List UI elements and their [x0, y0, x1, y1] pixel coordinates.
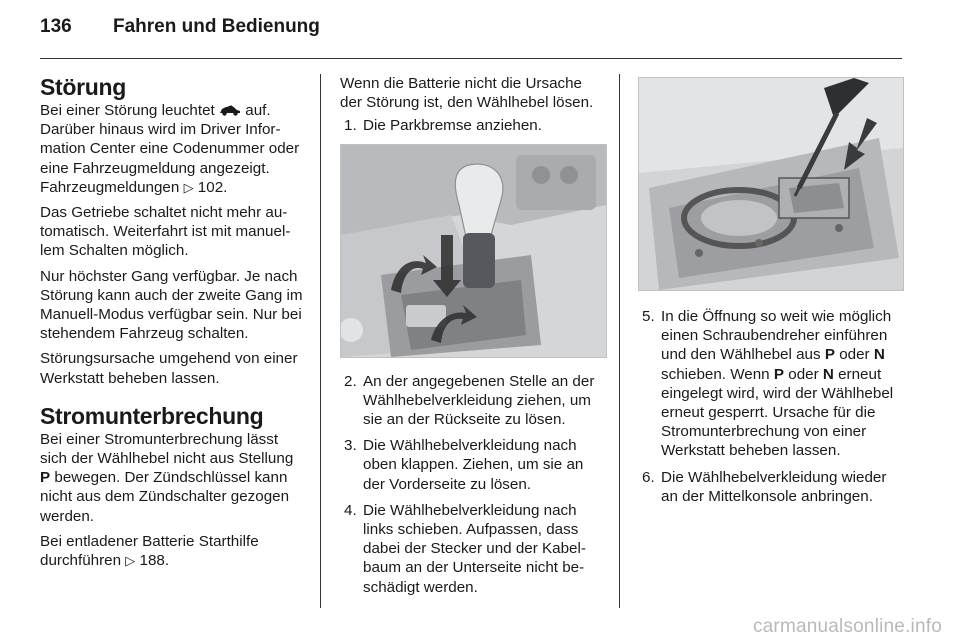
step-6: 6. Die Wählhebelverkleidung wieder an der Mittelkonsole anbringen.	[642, 468, 887, 505]
column-divider-2	[619, 74, 620, 608]
reference-arrow-icon: ▷	[183, 179, 194, 195]
steps-list-a	[340, 116, 605, 135]
step-2: 2. An der angegebenen Stelle an der Wählhebelverkleidung ziehen, um sie an der Rückseite zu lösen.	[344, 372, 595, 429]
screwdriver-release-photo	[638, 77, 904, 291]
paragraph-stoerung-1: Bei einer Störung leuchtet auf. Darüber hinaus wird im Driver Information Center eine Codenummer oder eine Fahrzeugmeldung angezeigt. Fahrzeugmeldungen ▷ 102.	[40, 102, 300, 196]
column-3	[638, 74, 902, 513]
steps-list-c	[638, 307, 902, 506]
column-divider-1	[320, 74, 321, 608]
steps-list-b	[340, 372, 605, 597]
page-header	[40, 16, 920, 56]
step-4: 4. Die Wählhebelverkleidung nach links schieben. Aufpassen, dass dabei der Stecker und der Kabelbaum an der Unterseite nicht beschädigt werden.	[344, 501, 586, 596]
header-rule	[40, 58, 902, 59]
paragraph-strom-1: Bei einer Stromunterbrechung lässt sich der Wählhebel nicht aus Stellung P bewegen. Der Zündschlüssel kann nicht aus dem Zündschalter gezogen werden.	[40, 430, 294, 525]
column-2	[340, 74, 605, 604]
paragraph-strom-2: Bei entladener Batterie Starthilfe durchführen ▷ 188.	[40, 532, 259, 570]
paragraph-intro: Wenn die Batterie nicht die Ursache der Störung ist, den Wählhebel lösen.	[340, 75, 594, 112]
gear-lever-photo	[340, 144, 607, 358]
heading-stromunterbrechung: Stromunterbrechung	[40, 402, 264, 429]
paragraph-stoerung-3: Nur höchster Gang verfügbar. Je nach Störung kann auch der zweite Gang im Manuell-Modus verfügbar sein. Nur bei stehendem Fahrzeug schalten.	[40, 267, 303, 343]
step-5: 5. In die Öffnung so weit wie möglich einen Schraubendreher einführen und den Wählhebel aus P oder N schieben. Wenn P oder N erneut eingelegt wird, wird der Wählhebel erneut gesperrt. Ursache für die Stromunterbrechung von einer Werkstatt beheben lassen.	[642, 308, 894, 460]
heading-stoerung: Störung	[40, 74, 127, 100]
car-warning-icon	[219, 104, 241, 116]
step-1: 1. Die Parkbremse anziehen.	[344, 117, 542, 135]
step-3: 3. Die Wählhebelverkleidung nach oben klappen. Ziehen, um sie an der Vorderseite zu lösen.	[344, 437, 584, 493]
page-number: 136	[40, 16, 72, 37]
paragraph-stoerung-2: Das Getriebe schaltet nicht mehr automatisch. Weiterfahrt ist mit manuellem Schalten möglich.	[40, 204, 291, 260]
paragraph-stoerung-4: Störungsursache umgehend von einer Werkstatt beheben lassen.	[40, 350, 298, 387]
section-title: Fahren und Bedienung	[113, 16, 320, 37]
column-1	[40, 74, 305, 576]
reference-arrow-icon: ▷	[125, 553, 136, 569]
watermark: carmanualsonline.info	[752, 616, 942, 637]
